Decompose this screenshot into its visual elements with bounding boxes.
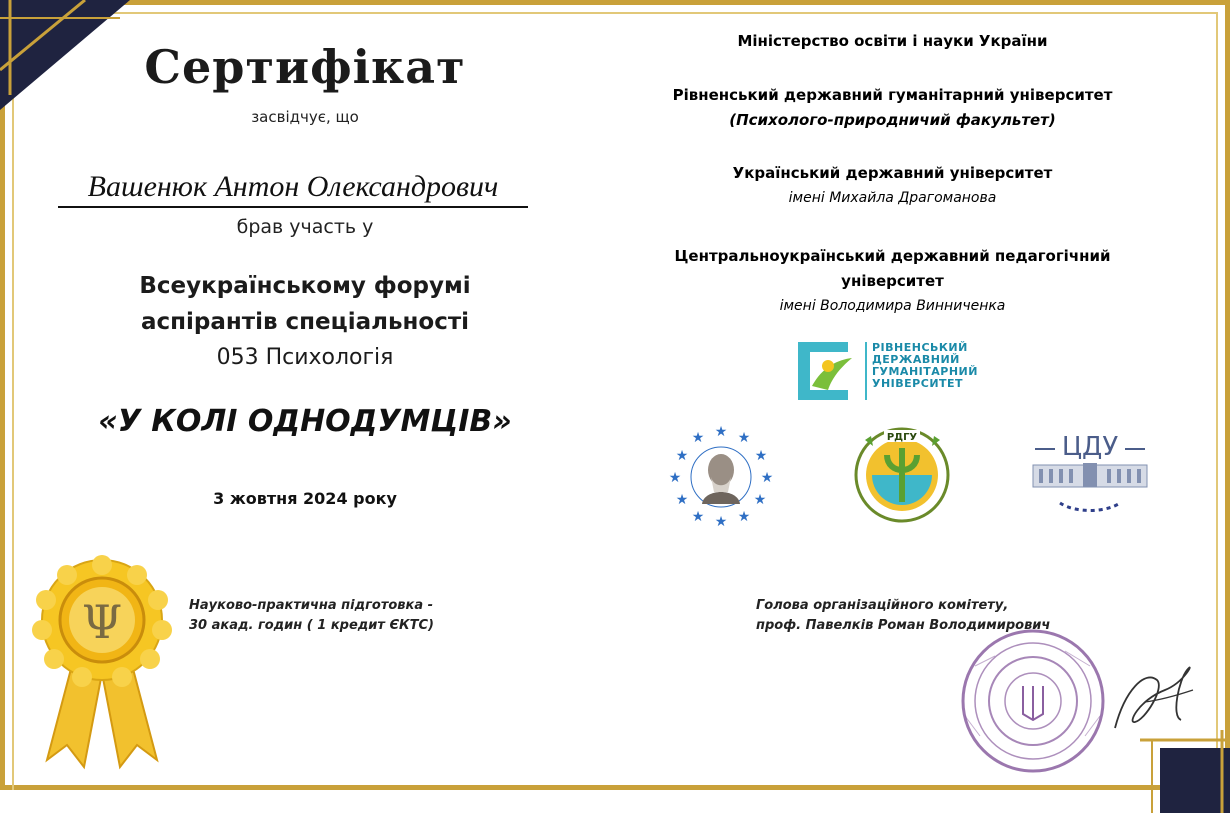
- recipient-name: Вашенюк Антон Олександрович: [58, 170, 528, 208]
- signature-icon: [1105, 650, 1200, 740]
- bottom-margin: [0, 790, 1230, 813]
- organizer-cdpu-line: університет: [841, 272, 944, 290]
- organizer-cdpu-subtitle: імені Володимира Винниченка: [779, 298, 1006, 314]
- rdhu-logo-line: УНІВЕРСИТЕТ: [872, 377, 964, 390]
- ministry-name: Міністерство освіти і науки України: [737, 32, 1048, 50]
- svg-text:★: ★: [737, 430, 751, 446]
- drahomanov-emblem-icon: [664, 422, 779, 527]
- committee-head-line: проф. Павелків Роман Володимирович: [756, 618, 1051, 633]
- organizer-cdpu: [610, 244, 1175, 294]
- event-date: 3 жовтня 2024 року: [213, 489, 397, 508]
- rdhu-logo-line: ГУМАНІТАРНИЙ: [872, 365, 978, 378]
- svg-text:★: ★: [691, 430, 705, 446]
- participated-text: брав участь у: [236, 216, 374, 238]
- organizer-udu: Український державний університет: [732, 164, 1053, 182]
- svg-text:★: ★: [675, 448, 689, 464]
- rdhu-logo-line: ДЕРЖАВНИЙ: [872, 353, 960, 366]
- training-line: 30 акад. годин ( 1 кредит ЄКТС): [189, 618, 434, 633]
- event-motto: «У КОЛІ ОДНОДУМЦІВ»: [98, 404, 512, 439]
- award-medal-icon: [22, 555, 182, 770]
- event-name: [70, 268, 540, 376]
- rdhu-logo-text: [872, 342, 1002, 390]
- official-seal-icon: [945, 626, 1120, 776]
- training-line: Науково-практична підготовка -: [189, 598, 434, 613]
- certifies-text: засвідчує, що: [251, 108, 359, 126]
- svg-text:★: ★: [714, 424, 728, 440]
- rdhu-logo-line: РІВНЕНСЬКИЙ: [872, 341, 968, 354]
- committee-head-line: Голова організаційного комітету,: [756, 598, 1009, 613]
- svg-text:★: ★: [714, 514, 728, 527]
- rdgu-badge-text: РДГУ: [886, 432, 918, 443]
- certificate-title: Сертифікат: [144, 40, 466, 94]
- event-name-line: 053 Психологія: [216, 345, 394, 370]
- svg-text:★: ★: [675, 492, 689, 508]
- psychology-faculty-emblem-icon: [845, 420, 960, 525]
- svg-text:★: ★: [737, 509, 751, 525]
- cdu-label-text: ЦДУ: [1061, 432, 1119, 462]
- svg-text:★: ★: [753, 492, 767, 508]
- organizer-rdhu-faculty: (Психолого-природничий факультет): [729, 111, 1056, 129]
- svg-text:★: ★: [668, 470, 682, 486]
- organizer-rdhu: Рівненський державний гуманітарний університет: [672, 86, 1113, 104]
- organizer-udu-subtitle: імені Михайла Драгоманова: [788, 190, 997, 206]
- svg-text:Ψ: Ψ: [81, 595, 123, 649]
- svg-text:★: ★: [691, 509, 705, 525]
- svg-text:★: ★: [760, 470, 774, 486]
- organizer-cdpu-line: Центральноукраїнський державний педагогічний: [674, 247, 1111, 265]
- corner-ornament-bottom-right: [1140, 730, 1230, 813]
- event-name-line: Всеукраїнському форумі: [139, 273, 471, 299]
- event-name-line: аспірантів спеціальності: [140, 309, 470, 335]
- cdu-emblem-icon: [1025, 425, 1155, 520]
- training-hours: [189, 596, 529, 636]
- svg-text:★: ★: [754, 448, 768, 464]
